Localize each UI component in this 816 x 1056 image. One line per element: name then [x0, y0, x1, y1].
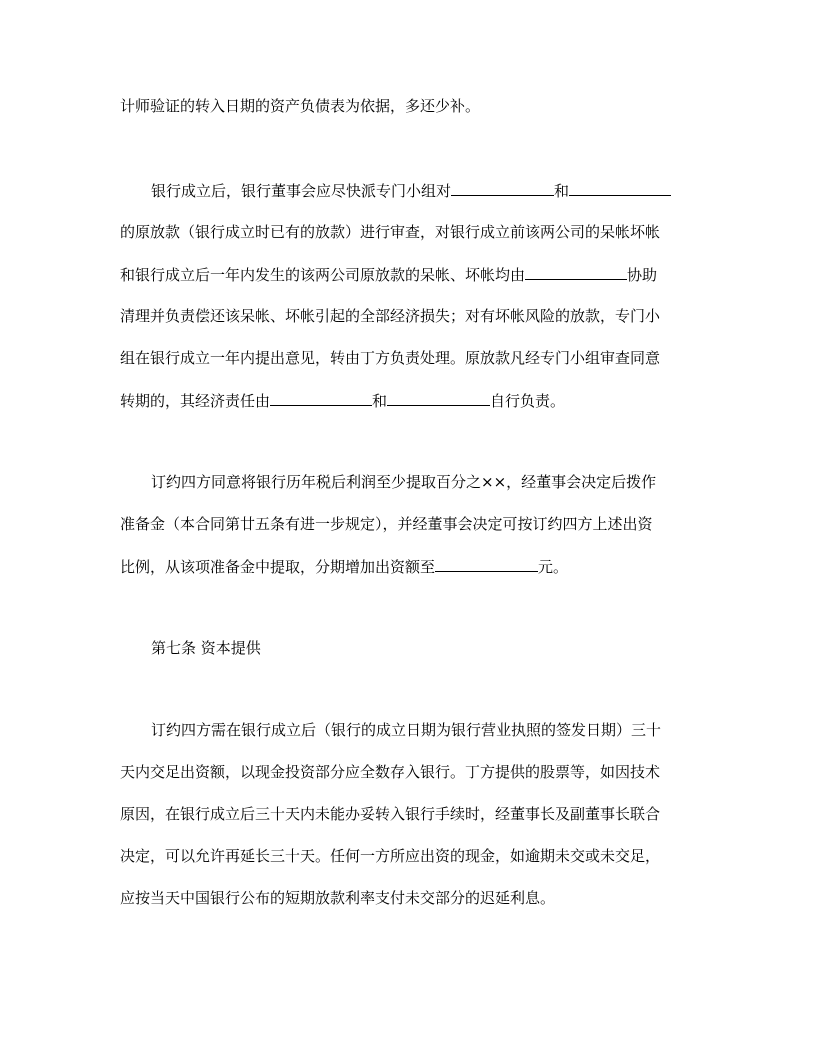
article-7-line-3: 原因，在银行成立后三十天内未能办妥转入银行手续时，经董事长及副董事长联合: [120, 805, 661, 823]
fill-in-blank: [569, 180, 671, 196]
article-7-line-4: 决定，可以允许再延长三十天。任何一方所应出资的现金，如逾期未交或未交足，: [120, 847, 661, 865]
paragraph-1-line-6: [120, 390, 565, 411]
article-7-heading: 第七条 资本提供: [151, 639, 261, 657]
article-7-line-1: 订约四方需在银行成立后（银行的成立日期为银行营业执照的签发日期）三十: [151, 721, 662, 739]
fill-in-blank: [435, 556, 538, 572]
text-segment: 和: [372, 392, 388, 410]
article-7-line-5: 应按当天中国银行公布的短期放款利率支付未交部分的迟延利息。: [120, 889, 556, 907]
paragraph-1-line-1: [151, 180, 671, 201]
paragraph-2-line-2: 准备金（本合同第廿五条有进一步规定），并经董事会决定可按订约四方上述出资: [120, 515, 653, 533]
paragraph-1-line-3: [120, 264, 657, 285]
text-segment: 比例，从该项准备金中提取，分期增加出资额至: [120, 558, 436, 576]
fill-in-blank: [270, 390, 372, 406]
paragraph-2-line-3: [120, 556, 568, 577]
text-segment: 元。: [538, 558, 569, 576]
paragraph-1-line-4: 清理并负责偿还该呆帐、坏帐引起的全部经济损失；对有坏帐风险的放款，专门小: [120, 307, 661, 325]
paragraph-1-line-2: 的原放款（银行成立时已有的放款）进行审查，对银行成立前该两公司的呆帐坏帐: [120, 223, 661, 241]
fill-in-blank: [525, 264, 627, 280]
text-segment: 和: [554, 182, 570, 200]
fill-in-blank: [387, 390, 490, 406]
text-segment: 和银行成立后一年内发生的该两公司原放款的呆帐、坏帐均由: [120, 266, 526, 284]
paragraph-2-line-1: 订约四方同意将银行历年税后利润至少提取百分之××，经董事会决定后拨作: [151, 473, 657, 491]
text-segment: 自行负责。: [490, 392, 566, 410]
article-7-line-2: 天内交足出资额，以现金投资部分应全数存入银行。丁方提供的股票等，如因技术: [120, 763, 661, 781]
paragraph-0-line-1: 计师验证的转入日期的资产负债表为依据，多还少补。: [120, 97, 481, 115]
text-segment: 转期的，其经济责任由: [120, 392, 271, 410]
fill-in-blank: [451, 180, 554, 196]
text-segment: 协助: [627, 266, 658, 284]
text-segment: 银行成立后，银行董事会应尽快派专门小组对: [151, 182, 452, 200]
paragraph-1-line-5: 组在银行成立一年内提出意见，转由丁方负责处理。原放款凡经专门小组审查同意: [120, 349, 661, 367]
